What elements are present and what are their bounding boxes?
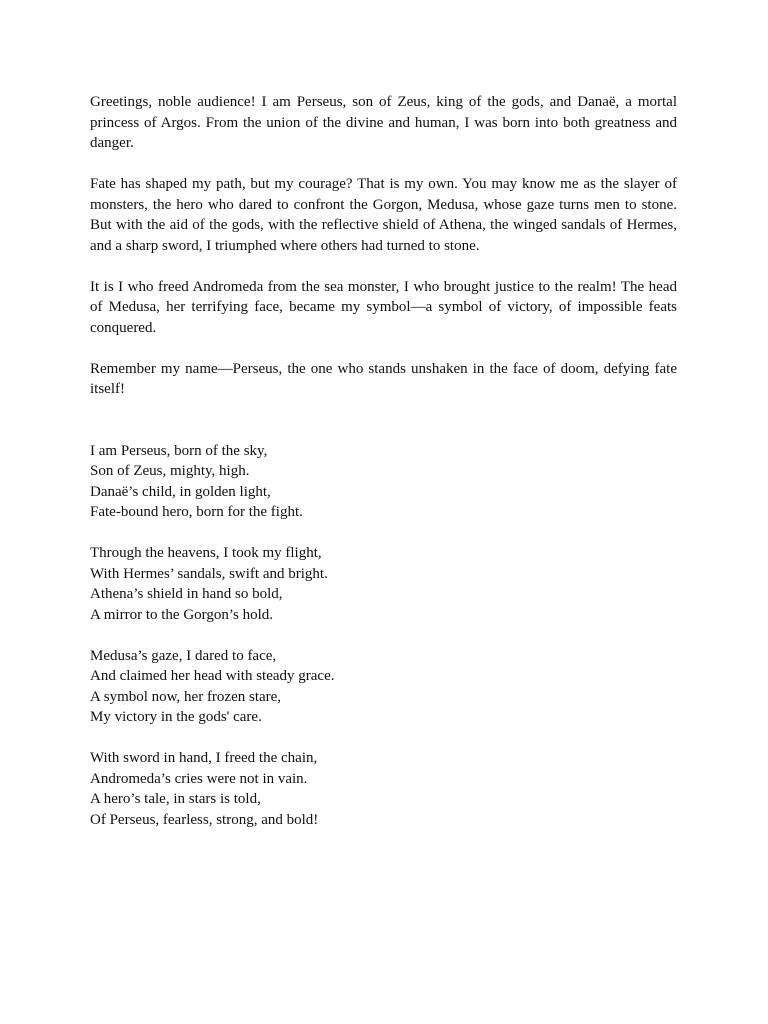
poem-line: Athena’s shield in hand so bold,: [90, 586, 283, 602]
poem-stanza-2: [90, 543, 677, 625]
poem-line: A mirror to the Gorgon’s hold.: [90, 606, 274, 623]
poem-line: Of Perseus, fearless, strong, and bold!: [90, 811, 319, 828]
poem-line: I am Perseus, born of the sky,: [90, 442, 268, 459]
document-body: [90, 92, 677, 851]
poem-stanza-4: [90, 748, 677, 830]
prose-paragraph-1: Greetings, noble audience! I am Perseus, son of Zeus, king of the gods, and Danaë, a mortal princess of Argos. From the union of the divine and human, I was born into both greatness and danger.: [90, 94, 677, 151]
poem-line: Andromeda’s cries were not in vain.: [90, 770, 308, 787]
poem-line: Son of Zeus, mighty, high.: [90, 463, 250, 479]
poem-line: A hero’s tale, in stars is told,: [90, 791, 261, 807]
poem-line: My victory in the gods' care.: [90, 709, 262, 725]
poem-stanza-1: [90, 441, 677, 523]
poem-line: Danaë’s child, in golden light,: [90, 483, 271, 500]
poem-line: Through the heavens, I took my flight,: [90, 545, 322, 561]
poem-line: Fate-bound hero, born for the fight.: [90, 504, 303, 520]
poem-line: A symbol now, her frozen stare,: [90, 688, 282, 705]
poem-line: With sword in hand, I freed the chain,: [90, 750, 318, 766]
prose-paragraph-4: Remember my name—Perseus, the one who stands unshaken in the face of doom, defying fate itself!: [90, 360, 677, 397]
prose-paragraph-2: Fate has shaped my path, but my courage? That is my own. You may know me as the slayer of monsters, the hero who dared to confront the Gorgon, Medusa, whose gaze turns men to stone. But with the aid of the gods, with the reflective shield of Athena, the winged sandals of Hermes, and a sharp sword, I triumphed where others had turned to stone.: [90, 176, 677, 254]
prose-paragraph-3: It is I who freed Andromeda from the sea monster, I who brought justice to the realm! The head of Medusa, her terrifying face, became my symbol—a symbol of victory, of impossible feats conquered.: [90, 278, 677, 336]
poem-stanza-3: [90, 646, 677, 728]
poem-line: And claimed her head with steady grace.: [90, 668, 335, 684]
poem-line: Medusa’s gaze, I dared to face,: [90, 647, 277, 664]
poem-line: With Hermes’ sandals, swift and bright.: [90, 565, 328, 582]
